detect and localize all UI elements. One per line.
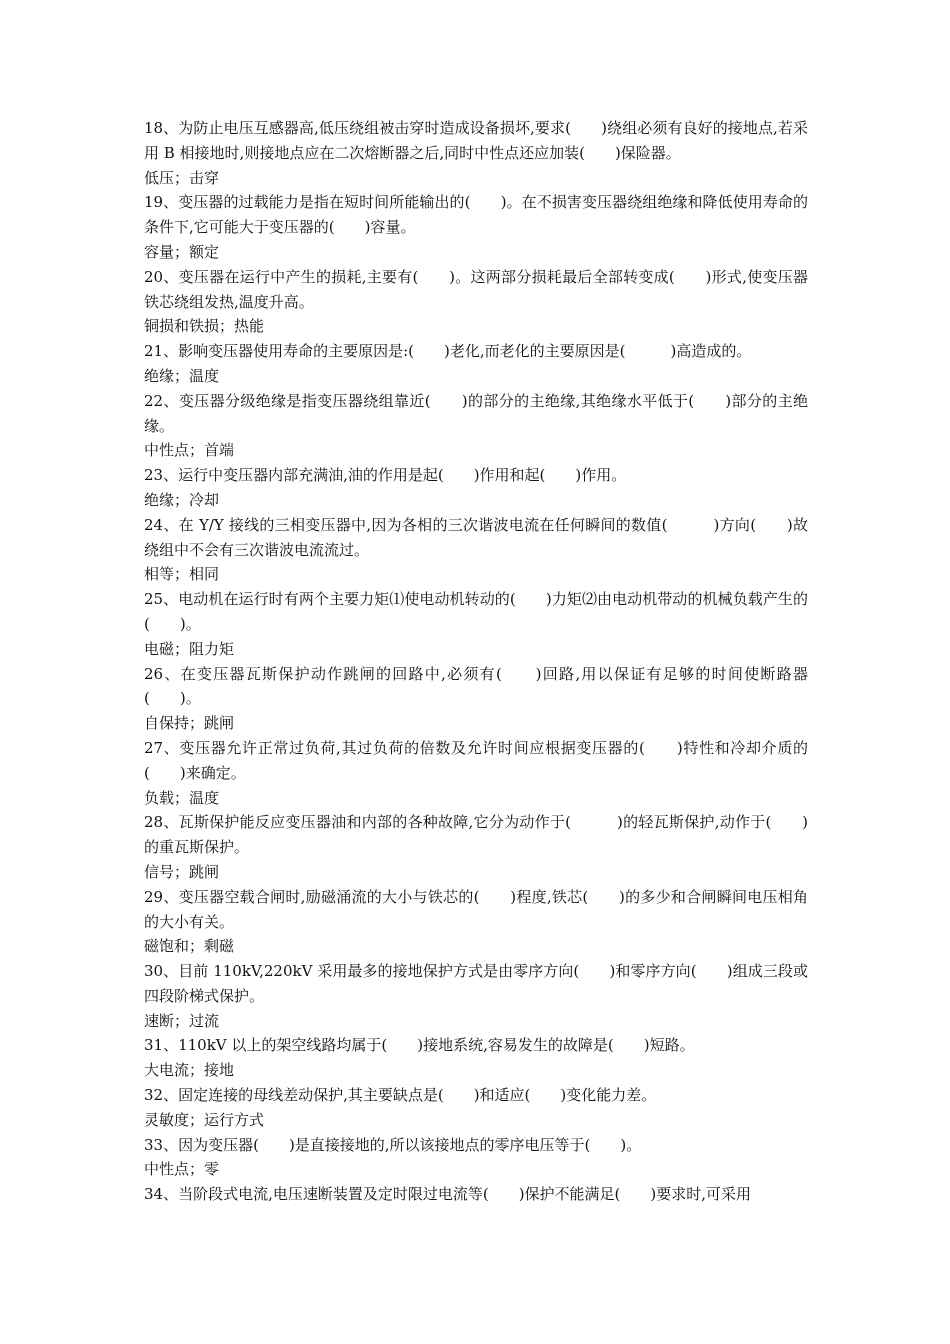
question-27: 27、变压器允许正常过负荷,其过负荷的倍数及允许时间应根据变压器的( )特性和冷却介质的( )来确定。 bbox=[144, 738, 808, 782]
answer-31: 大电流；接地 bbox=[144, 1061, 235, 1080]
answer-22: 中性点；首端 bbox=[144, 441, 235, 460]
question-23: 23、运行中变压器内部充满油,油的作用是起( )作用和起( )作用。 bbox=[144, 466, 627, 485]
question-28: 28、瓦斯保护能反应变压器油和内部的各种故障,它分为动作于( )的轻瓦斯保护,动作于( )的重瓦斯保护。 bbox=[144, 813, 808, 857]
question-24: 24、在 Y/Y 接线的三相变压器中,因为各相的三次谐波电流在任何瞬间的数值( )方向( )故绕组中不会有三次谐波电流流过。 bbox=[144, 515, 808, 559]
answer-24: 相等；相同 bbox=[144, 565, 220, 584]
question-32: 32、固定连接的母线差动保护,其主要缺点是( )和适应( )变化能力差。 bbox=[144, 1086, 657, 1105]
answer-23: 绝缘；冷却 bbox=[144, 490, 220, 509]
question-29: 29、变压器空载合闸时,励磁涌流的大小与铁芯的( )程度,铁芯( )的多少和合闸瞬间电压相角的大小有关。 bbox=[144, 887, 808, 931]
question-34: 34、当阶段式电流,电压速断装置及定时限过电流等( )保护不能满足( )要求时,可采用 bbox=[144, 1185, 752, 1204]
question-33: 33、因为变压器( )是直接接地的,所以该接地点的零序电压等于( )。 bbox=[144, 1135, 642, 1154]
answer-18: 低压；击穿 bbox=[144, 168, 220, 187]
question-25: 25、电动机在运行时有两个主要力矩⑴使电动机转动的( )力矩⑵由电动机带动的机械负载产生的( )。 bbox=[144, 590, 808, 633]
answer-26: 自保持；跳闸 bbox=[144, 714, 235, 733]
question-22: 22、变压器分级绝缘是指变压器绕组靠近( )的部分的主绝缘,其绝缘水平低于( )部分的主绝缘。 bbox=[144, 391, 808, 435]
question-30: 30、目前 110kV,220kV 采用最多的接地保护方式是由零序方向( )和零序方向( )组成三段或四段阶梯式保护。 bbox=[144, 962, 808, 1005]
question-20: 20、变压器在运行中产生的损耗,主要有( )。这两部分损耗最后全部转变成( )形式,使变压器铁芯绕组发热,温度升高。 bbox=[144, 267, 808, 311]
answer-32: 灵敏度；运行方式 bbox=[144, 1110, 265, 1129]
answer-33: 中性点；零 bbox=[144, 1160, 220, 1179]
document-page bbox=[144, 116, 808, 1207]
answer-21: 绝缘；温度 bbox=[144, 366, 220, 385]
answer-20: 铜损和铁损；热能 bbox=[144, 317, 265, 336]
answer-28: 信号；跳闸 bbox=[144, 862, 220, 881]
answer-27: 负载；温度 bbox=[144, 788, 220, 807]
question-26: 26、在变压器瓦斯保护动作跳闸的回路中,必须有( )回路,用以保证有足够的时间使断路器( )。 bbox=[144, 664, 808, 708]
answer-30: 速断；过流 bbox=[144, 1011, 220, 1030]
question-31: 31、110kV 以上的架空线路均属于( )接地系统,容易发生的故障是( )短路。 bbox=[144, 1036, 695, 1055]
answer-19: 容量；额定 bbox=[144, 242, 220, 261]
question-18: 18、为防止电压互感器高,低压绕组被击穿时造成设备损坏,要求( )绕组必须有良好的接地点,若采用 B 相接地时,则接地点应在二次熔断器之后,同时中性点还应加装( )保险器。 bbox=[144, 119, 808, 162]
answer-29: 磁饱和；剩磁 bbox=[144, 937, 235, 956]
question-21: 21、影响变压器使用寿命的主要原因是:( )老化,而老化的主要原因是( )高造成的。 bbox=[144, 342, 752, 361]
question-19: 19、变压器的过载能力是指在短时间所能输出的( )。在不损害变压器绕组绝缘和降低使用寿命的条件下,它可能大于变压器的( )容量。 bbox=[144, 193, 808, 237]
answer-25: 电磁；阻力矩 bbox=[144, 639, 235, 658]
